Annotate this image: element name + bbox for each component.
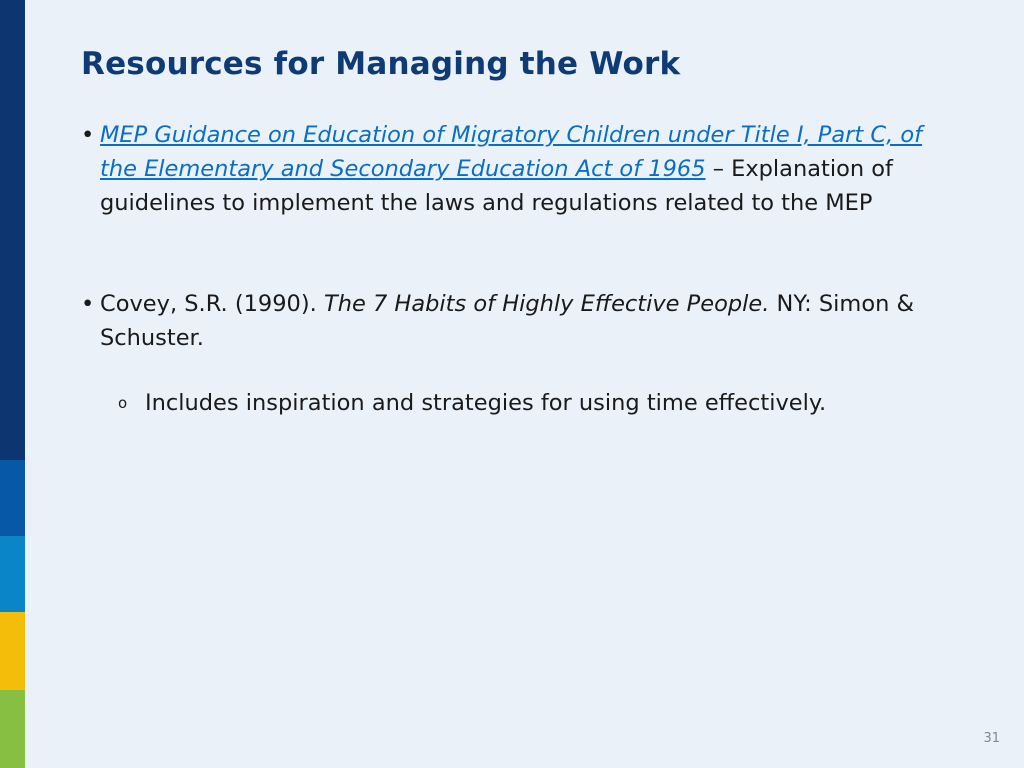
bullet-marker: • xyxy=(81,122,95,148)
strip-yellow-segment xyxy=(0,612,25,690)
bullet-description: Explanation of guidelines to implement the laws and regulations related to the MEP xyxy=(100,156,893,216)
bullet-item-covey-reference xyxy=(81,287,951,355)
strip-green-segment xyxy=(0,690,25,768)
slide-title: Resources for Managing the Work xyxy=(81,46,681,82)
bullet-text xyxy=(100,287,951,355)
citation-author-year: Covey, S.R. (1990). xyxy=(100,291,324,317)
page-number: 31 xyxy=(983,731,1000,746)
bullet-separator: – xyxy=(705,156,724,182)
sub-bullet-text: Includes inspiration and strategies for using time effectively. xyxy=(145,390,827,416)
bullet-marker: • xyxy=(81,291,95,317)
bullet-text xyxy=(100,118,951,220)
sub-bullet-marker: o xyxy=(118,394,128,412)
strip-light-blue-segment xyxy=(0,536,25,612)
strip-navy-segment xyxy=(0,0,25,460)
sub-bullet-item xyxy=(118,386,938,420)
decorative-color-strip xyxy=(0,0,25,768)
strip-blue-segment xyxy=(0,460,25,536)
mep-guidance-link[interactable]: MEP Guidance on Education of Migratory Children under Title I, Part C, of the Elementary and Secondary Education Act of 1965 xyxy=(100,122,923,182)
citation-book-title: The 7 Habits of Highly Effective People. xyxy=(323,291,770,317)
bullet-item-mep-guidance xyxy=(81,118,951,220)
citation-publisher: NY: Simon & Schuster. xyxy=(100,291,915,351)
